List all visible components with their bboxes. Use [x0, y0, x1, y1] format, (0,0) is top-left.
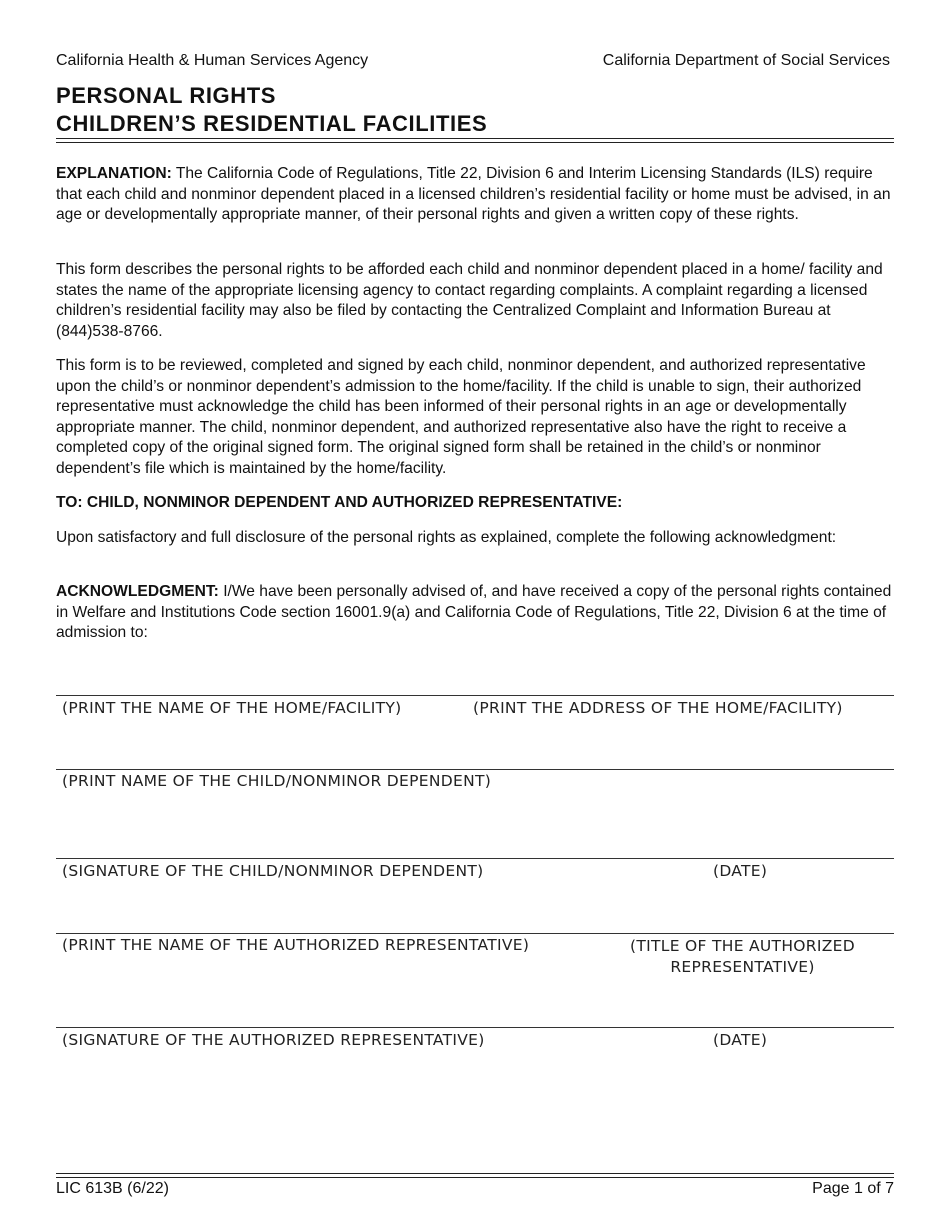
rep-title-label — [610, 936, 875, 978]
disclosure-paragraph: Upon satisfactory and full disclosure of the personal rights as explained, complete the following acknowledgment: — [56, 529, 837, 546]
footer-divider — [56, 1173, 894, 1178]
child-signature-label: (SIGNATURE OF THE CHILD/NONMINOR DEPENDENT) — [62, 862, 484, 880]
facility-address-label: (PRINT THE ADDRESS OF THE HOME/FACILITY) — [473, 699, 843, 717]
rep-name-label: (PRINT THE NAME OF THE AUTHORIZED REPRESENTATIVE) — [62, 936, 530, 954]
explanation-paragraph — [56, 164, 894, 226]
child-signature-line[interactable] — [56, 858, 894, 859]
explanation-label: EXPLANATION: — [56, 165, 172, 182]
title-line-1: PERSONAL RIGHTS — [56, 83, 277, 108]
title-divider — [56, 138, 894, 143]
child-name-line[interactable] — [56, 769, 894, 770]
complaint-paragraph: This form describes the personal rights to be afforded each child and nonminor dependent placed in a home/ facility and states the name of the appropriate licensing agency to contact regarding complaints. A complaint regarding a licensed children’s residential facility may also be filed by contacting the Centralized Complaint and Information Bureau at (844)538-8766. — [56, 261, 883, 340]
title-line-2: CHILDREN’S RESIDENTIAL FACILITIES — [56, 111, 488, 136]
department-name: California Department of Social Services — [602, 52, 890, 69]
rep-title-line-1: (TITLE OF THE AUTHORIZED — [630, 937, 855, 955]
form-id: LIC 613B (6/22) — [56, 1180, 169, 1197]
to-heading: TO: CHILD, NONMINOR DEPENDENT AND AUTHORIZED REPRESENTATIVE: — [56, 494, 623, 511]
rep-date-label: (DATE) — [713, 1031, 768, 1049]
facility-line[interactable] — [56, 695, 894, 696]
page-title — [56, 82, 487, 138]
child-name-label: (PRINT NAME OF THE CHILD/NONMINOR DEPENDENT) — [62, 772, 492, 790]
explanation-text: The California Code of Regulations, Title 22, Division 6 and Interim Licensing Standards (ILS) require that each child and nonminor dependent placed in a licensed children’s residential facility or home must be advised, in an age or developmentally appropriate manner, of their personal rights and given a written copy of these rights. — [56, 165, 891, 223]
rep-name-line[interactable] — [56, 933, 894, 934]
acknowledgment-label: ACKNOWLEDGMENT: — [56, 583, 219, 600]
acknowledgment-paragraph — [56, 582, 894, 644]
facility-name-label: (PRINT THE NAME OF THE HOME/FACILITY) — [62, 699, 402, 717]
review-paragraph: This form is to be reviewed, completed and signed by each child, nonminor dependent, and authorized representative upon the child’s or nonminor dependent’s admission to the home/facility. If the child is unable to sign, their authorized representative must acknowledge the child has been informed of their personal rights in an age or developmentally appropriate manner. The child, nonminor dependent, and authorized representative also have the right to receive a completed copy of the original signed form. The original signed form shall be retained in the child’s or nonminor dependent’s file which is maintained by the home/facility. — [56, 357, 866, 477]
rep-signature-label: (SIGNATURE OF THE AUTHORIZED REPRESENTATIVE) — [62, 1031, 485, 1049]
acknowledgment-text: I/We have been personally advised of, and have received a copy of the personal rights contained in Welfare and Institutions Code section 16001.9(a) and California Code of Regulations, Title 22, Division 6 at the time of admission to: — [56, 583, 892, 641]
rep-title-line-2: REPRESENTATIVE) — [670, 958, 815, 976]
page-number: Page 1 of 7 — [812, 1180, 894, 1197]
rep-signature-line[interactable] — [56, 1027, 894, 1028]
child-date-label: (DATE) — [713, 862, 768, 880]
agency-name: California Health & Human Services Agency — [56, 52, 369, 69]
